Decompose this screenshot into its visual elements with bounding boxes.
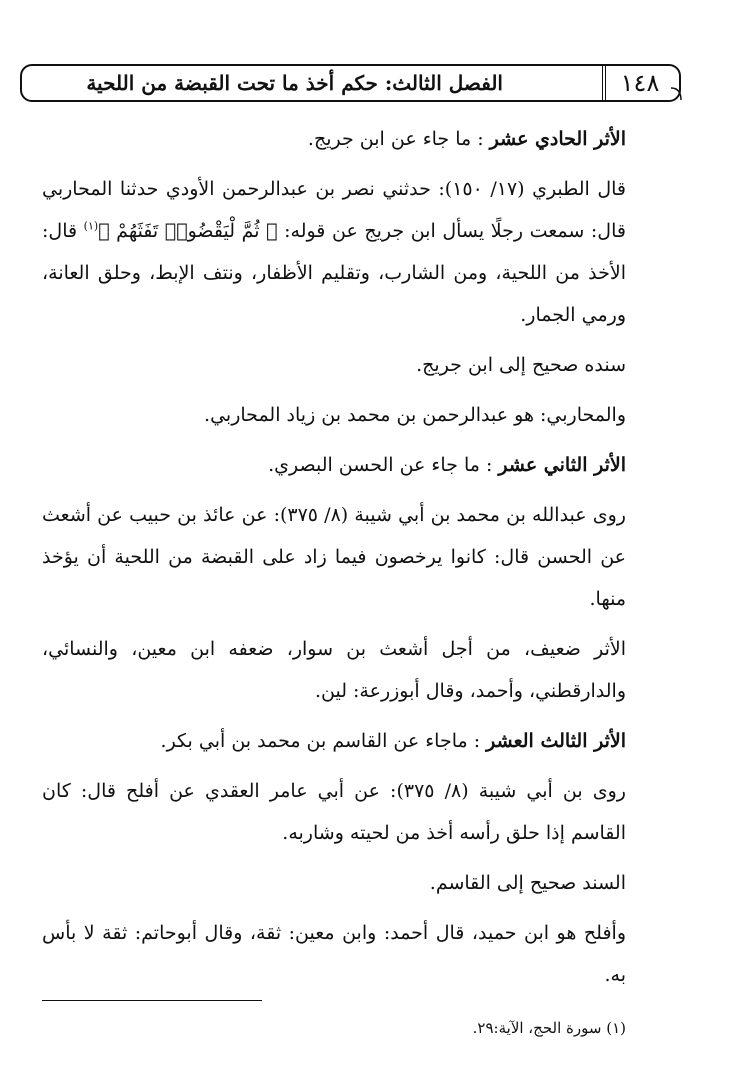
paragraph-aflah xyxy=(42,912,626,996)
footnote-text: سورة الحج، الآية:٢٩. xyxy=(472,1019,607,1037)
footnote-separator xyxy=(42,1000,262,1001)
paragraph-athar-12-heading xyxy=(42,444,626,486)
footnote xyxy=(42,1016,626,1040)
paragraph-text: : ماجاء عن القاسم بن محمد بن أبي بكر. xyxy=(160,730,487,752)
page-number: ١٤٨ xyxy=(620,69,660,97)
paragraph-text: والمحاربي: هو عبدالرحمن بن محمد بن زياد المحاربي. xyxy=(204,404,626,426)
header-divider xyxy=(602,64,606,102)
paragraph-ibn-abi-shayba-qasim xyxy=(42,770,626,854)
paragraph-text: الأثر ضعيف، من أجل أشعث بن سوار، ضعفه ابن معين، والنسائي، والدارقطني، وأحمد، وقال أبوزرعة: لين. xyxy=(42,638,626,702)
paragraph-athar-daif xyxy=(42,628,626,712)
paragraph-text: : ما جاء عن الحسن البصري. xyxy=(268,454,499,476)
athar-heading: الأثر الحادي عشر xyxy=(489,128,626,150)
paragraph-text: قال الطبري (١٧/ ١٥٠): حدثني نصر بن عبدالرحمن الأودي حدثنا المحاربي قال: سمعت رجلًا يسأل ابن جريج عن قوله: xyxy=(42,178,626,242)
footnote-marker-label: (١) xyxy=(606,1019,626,1037)
paragraph-ibn-abi-shayba-hasan xyxy=(42,494,626,620)
page-header xyxy=(20,64,681,102)
main-text xyxy=(42,118,626,1004)
paragraph-athar-11-heading xyxy=(42,118,626,160)
paragraph-text: روى عبدالله بن محمد بن أبي شيبة (٨/ ٣٧٥): عن عائذ بن حبيب عن أشعث عن الحسن قال: كانوا يرخصون فيما زاد على القبضة من اللحية أن يؤخذ منها. xyxy=(42,504,626,610)
paragraph-text: وأفلح هو ابن حميد، قال أحمد: وابن معين: ثقة، وقال أبوحاتم: ثقة لا بأس به. xyxy=(42,922,626,986)
chapter-title: الفصل الثالث: حكم أخذ ما تحت القبضة من اللحية xyxy=(86,71,503,95)
paragraph-text: : ما جاء عن ابن جريج. xyxy=(307,128,490,150)
paragraph-athar-13-heading xyxy=(42,720,626,762)
paragraph-sanad-ibn-jurayj xyxy=(42,344,626,386)
paragraph-tabari xyxy=(42,168,626,336)
paragraph-text: قال: الأخذ من اللحية، ومن الشارب، وتقليم الأظفار، ونتف الإبط، وحلق العانة، ورمي الجمار. xyxy=(42,220,626,326)
footnote-marker[interactable]: (١) xyxy=(83,219,99,233)
paragraph-sanad-qasim xyxy=(42,862,626,904)
paragraph-text: السند صحيح إلى القاسم. xyxy=(429,872,626,894)
athar-heading: الأثر الثاني عشر xyxy=(498,454,626,476)
quran-verse: ﴿ ثُمَّ لْيَقْضُوا۟ تَفَثَهُمْ ﴾ xyxy=(98,220,278,242)
paragraph-muharibi xyxy=(42,394,626,436)
paragraph-text: روى بن أبي شيبة (٨/ ٣٧٥): عن أبي عامر العقدي عن أفلح قال: كان القاسم إذا حلق رأسه أخذ من لحيته وشاربه. xyxy=(42,780,626,844)
athar-heading: الأثر الثالث العشر xyxy=(486,730,626,752)
paragraph-text: سنده صحيح إلى ابن جريج. xyxy=(416,354,626,376)
corner-flourish-icon xyxy=(669,86,683,102)
